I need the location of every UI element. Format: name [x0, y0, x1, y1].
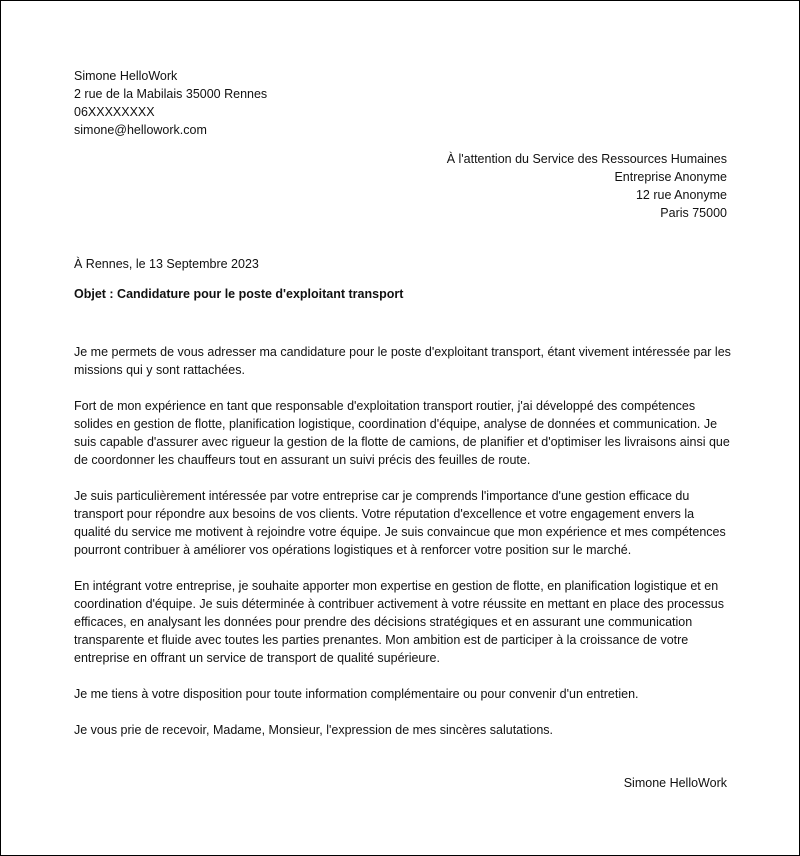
letter-body [74, 343, 734, 757]
sender-email: simone@hellowork.com [74, 123, 207, 137]
body-paragraph: Je me permets de vous adresser ma candidature pour le poste d'exploitant transport, étant vivement intéressée par les missions qui y sont rattachées. [74, 345, 731, 377]
sender-phone: 06XXXXXXXX [74, 105, 155, 119]
signature: Simone HelloWork [623, 776, 727, 790]
recipient-street: 12 rue Anonyme [635, 188, 727, 202]
sender-name: Simone HelloWork [74, 69, 178, 83]
recipient-block [447, 150, 727, 222]
body-paragraph: En intégrant votre entreprise, je souhaite apporter mon expertise en gestion de flotte, en planification logistique et en coordination d'équipe. Je suis déterminée à contribuer activement à votre réussite en mettant en place des processus efficaces, en analysant les données pour prendre des décisions stratégiques et en assurant une communication transparente et fluide avec toutes les parties prenantes. Mon ambition est de participer à la croissance de votre entreprise en offrant un service de transport de qualité supérieure. [74, 579, 724, 665]
subject-line: Objet : Candidature pour le poste d'exploitant transport [74, 287, 404, 301]
sender-block [74, 67, 267, 139]
sender-address: 2 rue de la Mabilais 35000 Rennes [74, 87, 268, 101]
recipient-city: Paris 75000 [660, 206, 727, 220]
recipient-company: Entreprise Anonyme [614, 170, 727, 184]
date-line: À Rennes, le 13 Septembre 2023 [74, 257, 259, 271]
body-paragraph: Je suis particulièrement intéressée par votre entreprise car je comprends l'importance d'une gestion efficace du transport pour répondre aux besoins de vos clients. Votre réputation d'excellence et votre engagement envers la qualité du service me motivent à rejoindre votre équipe. Je suis convaincue que mon expérience et mes compétences pourront contribuer à améliorer vos opérations logistiques et à renforcer votre position sur le marché. [74, 489, 726, 557]
recipient-attention: À l'attention du Service des Ressources Humaines [446, 152, 727, 166]
body-paragraph: Fort de mon expérience en tant que responsable d'exploitation transport routier, j'ai développé des compétences solides en gestion de flotte, planification logistique, coordination d'équipe, analyse de données et communication. Je suis capable d'assurer avec rigueur la gestion de la flotte de camions, de planifier et d'optimiser les livraisons ainsi que de coordonner les chauffeurs tout en assurant un suivi précis des feuilles de route. [74, 399, 730, 467]
body-paragraph: Je me tiens à votre disposition pour toute information complémentaire ou pour convenir d'un entretien. [74, 687, 639, 701]
closing-paragraph: Je vous prie de recevoir, Madame, Monsieur, l'expression de mes sincères salutations. [74, 723, 554, 737]
